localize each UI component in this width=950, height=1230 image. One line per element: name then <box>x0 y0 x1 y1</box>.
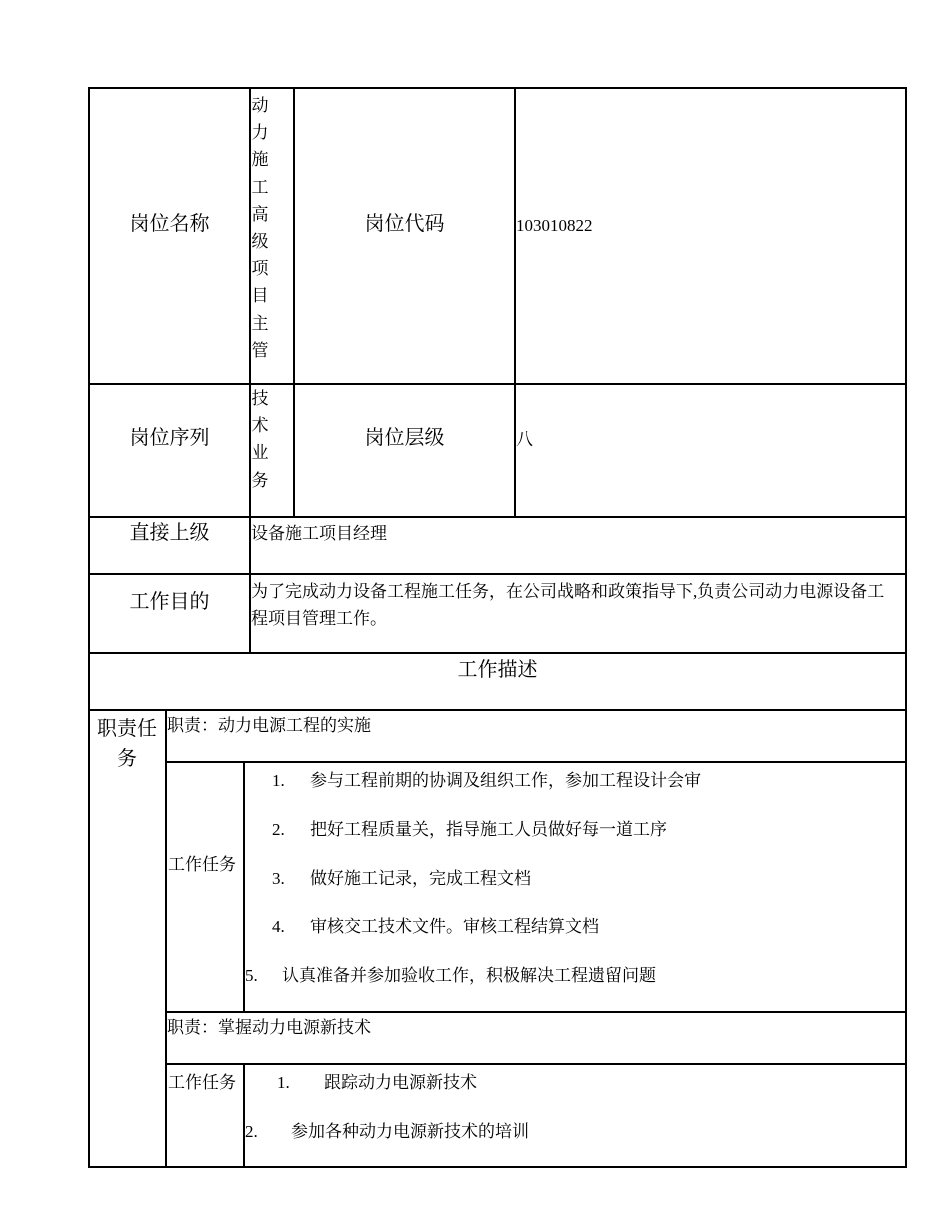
task-number: 1. <box>272 771 285 790</box>
task-number: 4. <box>272 917 285 936</box>
task-text: 参加各种动力电源新技术的培训 <box>291 1122 529 1141</box>
row-divider <box>88 709 907 711</box>
row-divider <box>166 1011 907 1013</box>
task-number: 2. <box>245 1122 258 1141</box>
level-label: 岗位层级 <box>364 427 445 449</box>
sequence-label: 岗位序列 <box>129 427 210 449</box>
superior-label: 直接上级 <box>129 522 210 544</box>
task-number: 1. <box>277 1073 290 1092</box>
row-divider <box>88 652 907 654</box>
section-title: 工作描述 <box>457 659 538 681</box>
position-code-value: 103010822 <box>516 216 593 235</box>
duties-tasks-label: 职责任务 <box>97 718 157 770</box>
col-divider <box>243 1063 245 1168</box>
superior-value: 设备施工项目经理 <box>251 524 387 543</box>
task-text: 审核交工技术文件。审核工程结算文档 <box>310 917 599 936</box>
col-divider <box>514 87 516 517</box>
purpose-label: 工作目的 <box>129 591 210 613</box>
duty-title: 职责：动力电源工程的实施 <box>167 716 371 735</box>
task-number: 3. <box>272 869 285 888</box>
task-number: 2. <box>272 820 285 839</box>
task-label: 工作任务 <box>168 1073 236 1092</box>
col-divider <box>165 709 167 1168</box>
task-text: 做好施工记录，完成工程文档 <box>310 869 531 888</box>
row-divider <box>166 1063 907 1065</box>
row-divider <box>88 573 907 575</box>
row-divider <box>166 761 907 763</box>
task-number: 5. <box>245 966 258 985</box>
task-text: 把好工程质量关，指导施工人员做好每一道工序 <box>310 820 667 839</box>
task-text: 参与工程前期的协调及组织工作，参加工程设计会审 <box>310 771 701 790</box>
level-value: 八 <box>516 430 533 449</box>
position-code-label: 岗位代码 <box>364 213 445 235</box>
row-divider <box>88 383 907 385</box>
duty-title: 职责：掌握动力电源新技术 <box>167 1018 371 1037</box>
task-text: 跟踪动力电源新技术 <box>324 1073 477 1092</box>
position-name-value: 动力施工高级项目主管 <box>251 96 269 360</box>
task-text: 认真准备并参加验收工作，积极解决工程遗留问题 <box>282 966 656 985</box>
task-label: 工作任务 <box>168 855 236 874</box>
purpose-value: 为了完成动力设备工程施工任务，在公司战略和政策指导下,负责公司动力电源设备工程项目管理工作。 <box>251 582 885 629</box>
position-name-label: 岗位名称 <box>129 213 210 235</box>
sequence-value: 技术业务 <box>251 389 269 490</box>
row-divider <box>88 516 907 518</box>
